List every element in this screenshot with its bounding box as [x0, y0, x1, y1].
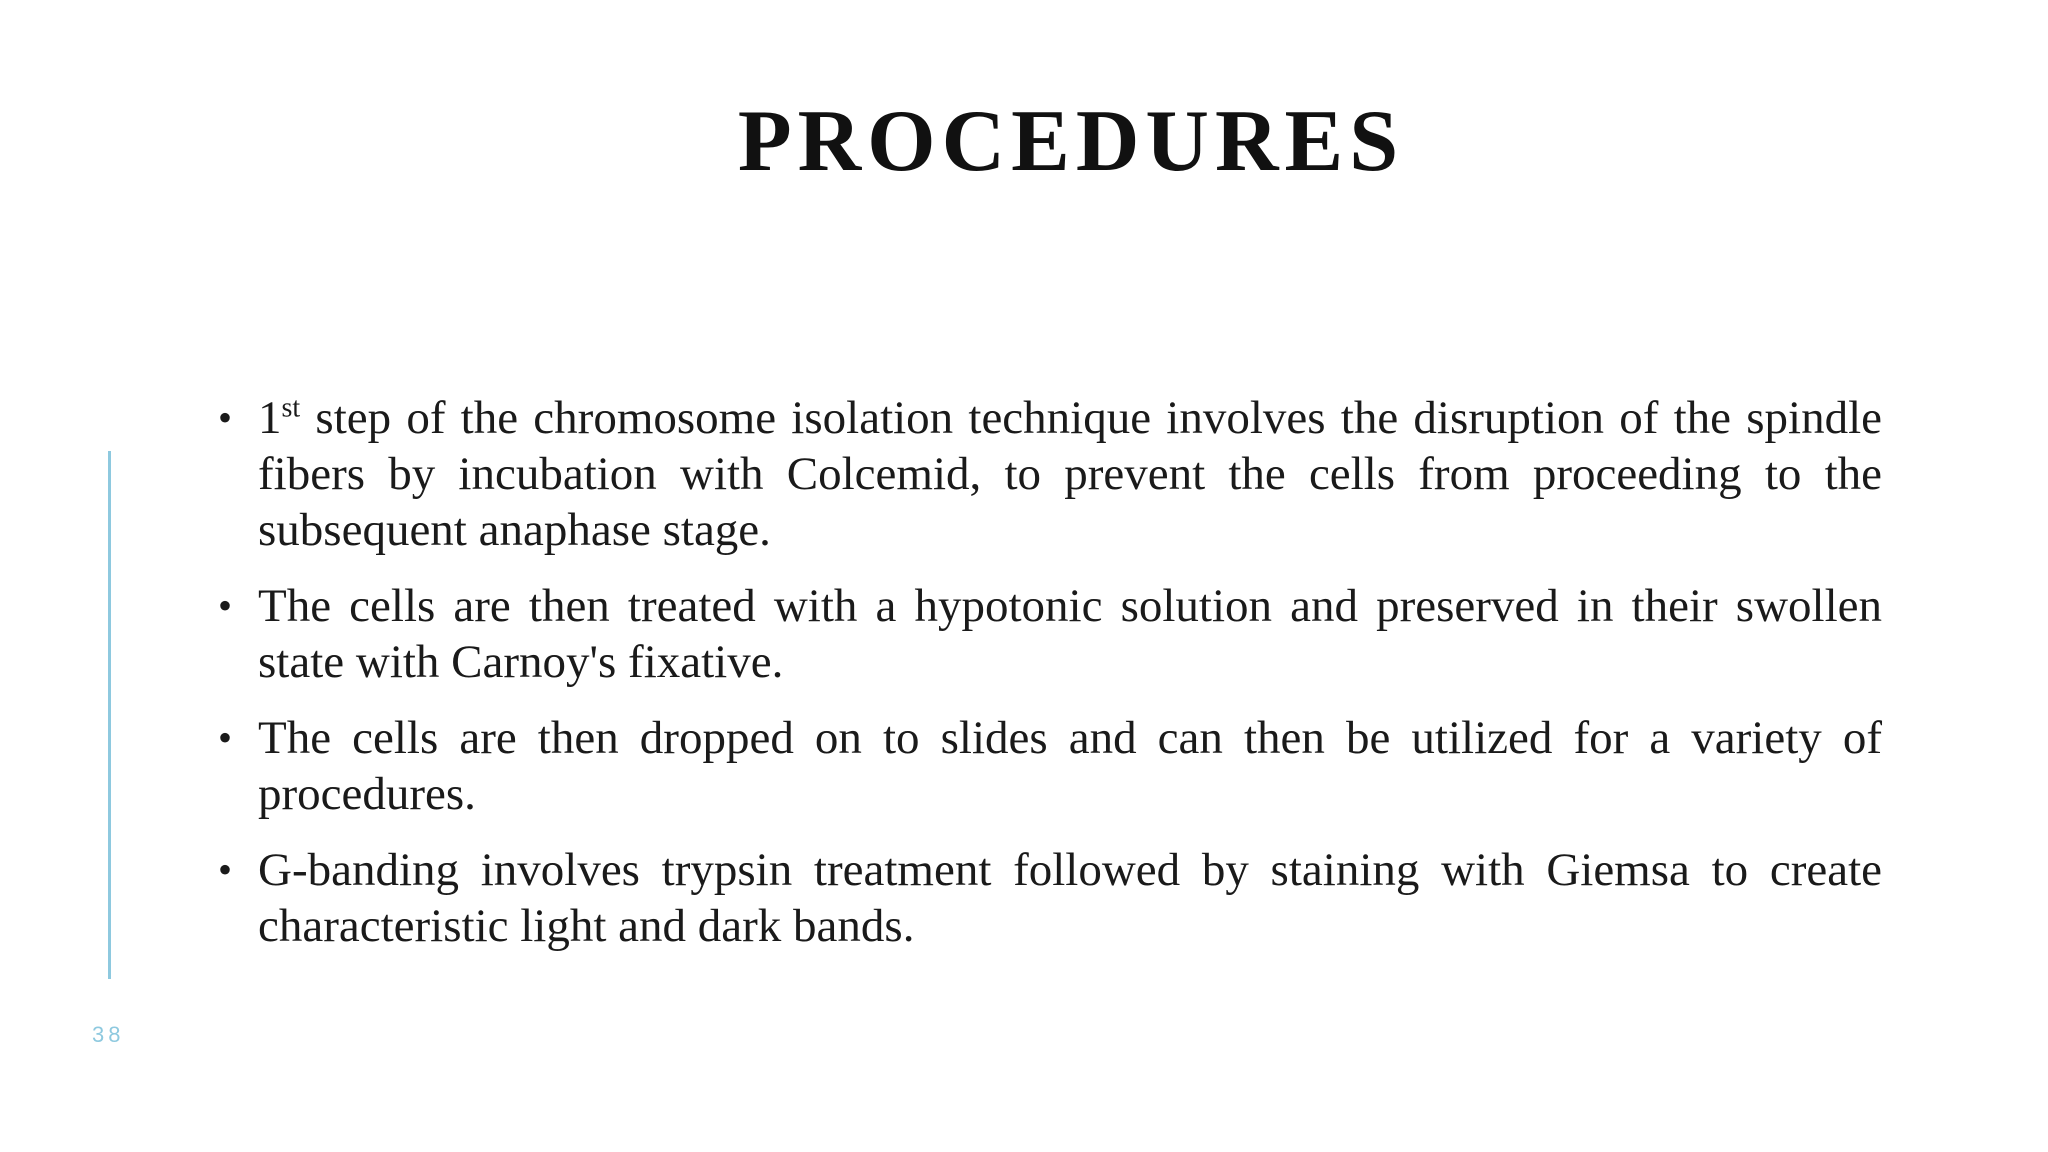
- bullet-text: G-banding involves trypsin treatment followed by staining with Giemsa to create characteristic light and dark bands.: [258, 844, 1882, 952]
- bullet-item-2: [212, 578, 1882, 690]
- bullet-item-1: [212, 390, 1882, 558]
- bullet-item-3: [212, 710, 1882, 822]
- bullet-icon: •: [218, 715, 233, 760]
- bullet-lead: 1: [258, 392, 282, 444]
- bullet-icon: •: [218, 847, 233, 892]
- accent-line: [108, 451, 111, 979]
- bullet-text: step of the chromosome isolation technique involves the disruption of the spindle fibers by incubation with Colcemid, to prevent the cells from proceeding to the subsequent anaphase stage.: [258, 392, 1882, 556]
- bullet-text: The cells are then treated with a hypotonic solution and preserved in their swollen state with Carnoy's fixative.: [258, 580, 1882, 688]
- slide-title: PROCEDURES: [737, 93, 1405, 190]
- bullet-item-4: [212, 842, 1882, 954]
- page-number: 38: [92, 1022, 125, 1047]
- bullet-superscript: st: [281, 392, 301, 424]
- bullet-icon: •: [218, 583, 233, 628]
- bullet-list: [212, 390, 1882, 974]
- bullet-icon: •: [218, 395, 233, 440]
- bullet-text: The cells are then dropped on to slides and can then be utilized for a variety of procedures.: [258, 712, 1882, 820]
